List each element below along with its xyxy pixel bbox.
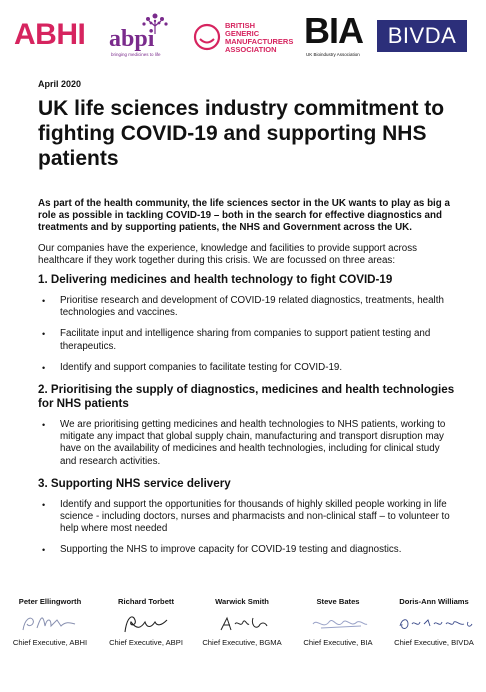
signatory-name: Peter Ellingworth (18, 597, 82, 606)
bgma-logo (192, 18, 310, 58)
abpi-tagline: bringing medicines to life (111, 52, 161, 57)
signatory-name: Steve Bates (316, 597, 360, 606)
list-item: • Facilitate input and intelligence sharing from companies to support patient testing and therapeutics. (42, 328, 431, 352)
bullet-icon: • (42, 499, 46, 510)
abpi-wordmark: abpi (109, 26, 155, 52)
bullet-icon: • (42, 420, 46, 431)
signatory-bia (288, 597, 388, 647)
list-item: • Prioritise research and development of COVID-19 related diagnostics, treatments, health technologies and vaccines. (42, 295, 444, 319)
section-2-list (38, 419, 458, 468)
document-body (38, 198, 458, 566)
signature-scribble-icon (15, 610, 85, 636)
signature-scribble-icon (394, 610, 474, 636)
bgma-ring-icon (192, 22, 222, 52)
section-1-heading: 1. Delivering medicines and health technology to fight COVID-19 (38, 273, 393, 287)
focus-paragraph: Our companies have the experience, knowledge and facilities to provide support across healthcare if they work together during this crisis. We are focussed on three areas: (38, 242, 418, 266)
section-3-heading: 3. Supporting NHS service delivery (38, 476, 231, 490)
signatory-bgma (192, 597, 292, 647)
bia-tagline: UK Bioindustry Association (306, 52, 360, 57)
bullet-icon: • (42, 296, 46, 307)
signatures (0, 597, 486, 667)
signatory-bivda (384, 597, 484, 647)
signatory-role: Chief Executive, BIA (303, 638, 373, 647)
section-1-list (38, 295, 458, 374)
signatory-abpi (96, 597, 196, 647)
bullet-icon: • (42, 362, 46, 373)
bivda-logo: BIVDA (377, 20, 467, 52)
signatory-name: Doris-Ann Williams (399, 597, 469, 606)
bullet-icon: • (42, 545, 46, 556)
list-item: • We are prioritising getting medicines and health technologies to NHS patients, working to mitigate any impact that global supply chain, manufacturing and transport disruption may have on the availability of medicines and health technologies, including for clinical study and research activities. (42, 419, 446, 467)
bgma-wordmark: BRITISH GENERIC MANUFACTURERS ASSOCIATION (225, 21, 294, 54)
list-item: • Identify and support companies to facilitate testing for COVID-19. (42, 361, 343, 373)
signatory-role: Chief Executive, BIVDA (394, 638, 474, 647)
signatory-role: Chief Executive, BGMA (202, 638, 282, 647)
abpi-logo (109, 12, 179, 58)
bullet-icon: • (42, 329, 46, 340)
signature-scribble-icon (303, 610, 373, 636)
list-item: • Supporting the NHS to improve capacity for COVID-19 testing and diagnostics. (42, 544, 402, 556)
signatory-abhi (0, 597, 100, 647)
bia-logo (304, 10, 372, 60)
logo-bar (14, 10, 472, 62)
abhi-logo: ABHI (14, 18, 86, 51)
signatory-role: Chief Executive, ABPI (109, 638, 183, 647)
signature-scribble-icon (207, 610, 277, 636)
list-item: • Identify and support the opportunities for thousands of highly skilled people working in life science - including doctors, nurses and pharmacists and non-clinical staff – to volunteer to help where most needed (42, 498, 450, 535)
intro-paragraph: As part of the health community, the life sciences sector in the UK wants to play as big a role as possible in tackling COVID-19 – both in the search for effective diagnostics and treatments and by supporting patients, the NHS and Government across the UK. (38, 198, 450, 234)
signatory-name: Richard Torbett (118, 597, 174, 606)
document-title: UK life sciences industry commitment to fighting COVID-19 and supporting NHS patients (38, 97, 445, 170)
bia-wordmark: BIA (304, 10, 363, 51)
signature-scribble-icon (111, 610, 181, 636)
signatory-name: Warwick Smith (215, 597, 269, 606)
section-3-list (38, 499, 458, 557)
signatory-role: Chief Executive, ABHI (12, 638, 88, 647)
document-date: April 2020 (38, 79, 82, 89)
section-2-heading: 2. Prioritising the supply of diagnostics, medicines and health technologies for NHS patients (38, 383, 455, 411)
